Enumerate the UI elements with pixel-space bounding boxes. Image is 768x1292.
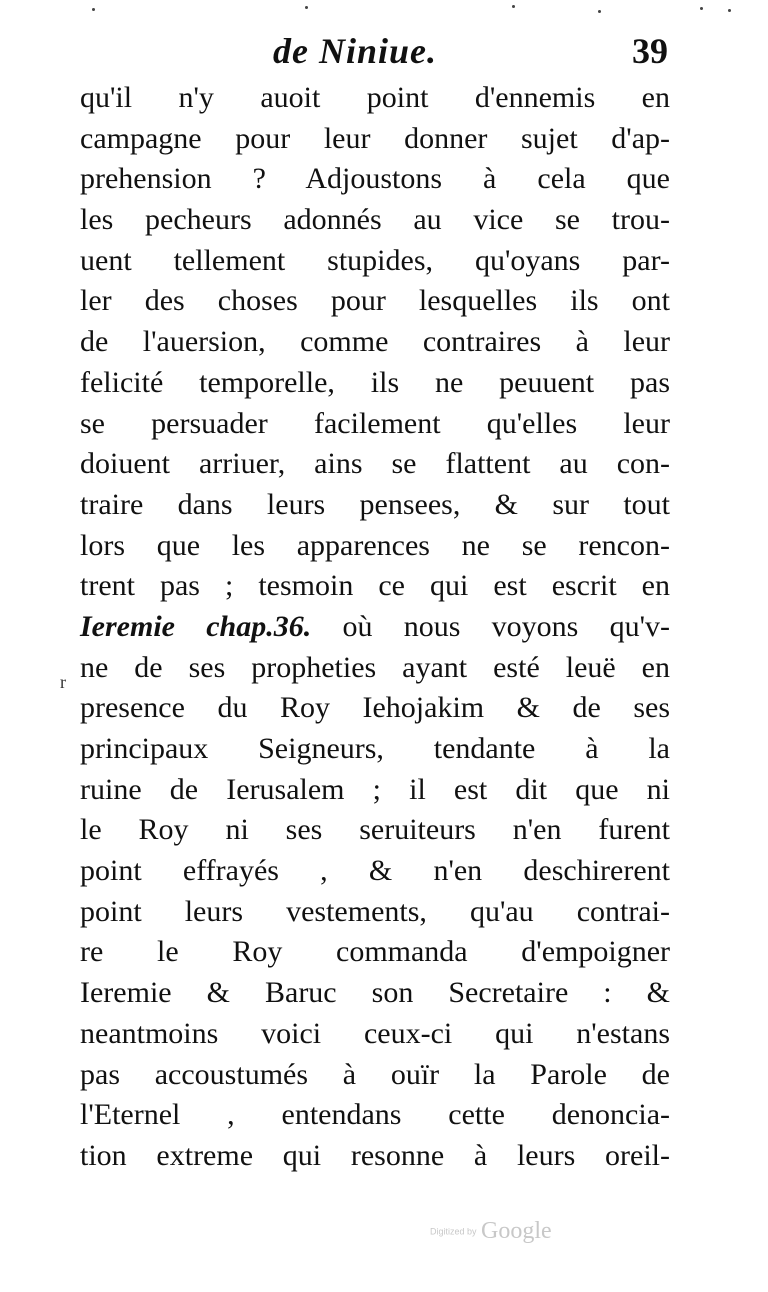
running-head bbox=[78, 30, 678, 74]
digitization-stamp bbox=[430, 1218, 552, 1245]
text-line: se persuader facilement qu'elles leur bbox=[80, 406, 670, 440]
text-line: ruine de Ierusalem ; il est dit que ni bbox=[80, 772, 670, 806]
text-line: point effrayés , & n'en deschirerent bbox=[80, 854, 670, 888]
text-line: neantmoins voici ceux-ci qui n'estans bbox=[80, 1016, 670, 1050]
scan-speck bbox=[728, 9, 731, 12]
text-line: principaux Seigneurs, tendante à la bbox=[80, 732, 670, 765]
text-line: prehension ? Adjoustons à cela que bbox=[80, 162, 670, 196]
scan-speck bbox=[512, 5, 515, 8]
text-line: uent tellement stupides, qu'oyans par- bbox=[80, 243, 670, 277]
text-line: re le Roy commanda d'empoigner bbox=[80, 935, 670, 969]
text-line: les pecheurs adonnés au vice se trou- bbox=[80, 203, 670, 237]
text-line: pas accoustumés à ouïr la Parole de bbox=[80, 1057, 670, 1091]
scan-speck bbox=[305, 6, 308, 9]
text-line: le Roy ni ses seruiteurs n'en furent bbox=[80, 813, 670, 847]
margin-mark: r bbox=[60, 672, 66, 692]
page-number: 39 bbox=[632, 31, 668, 71]
text-line: de l'auersion, comme contraires à leur bbox=[80, 325, 670, 359]
text-line: point leurs vestements, qu'au contrai- bbox=[80, 894, 670, 928]
scan-speck bbox=[92, 8, 95, 11]
text-line: Ieremie & Baruc son Secretaire : & bbox=[80, 976, 670, 1010]
text-line: l'Eternel , entendans cette denoncia- bbox=[80, 1098, 670, 1132]
scan-speck bbox=[700, 7, 703, 10]
running-title: de Niniue. bbox=[273, 31, 438, 71]
text-line: presence du Roy Iehojakim & de ses bbox=[80, 691, 670, 725]
text-line: lors que les apparences ne se rencon- bbox=[80, 528, 670, 562]
scan-speck bbox=[598, 10, 601, 13]
scripture-citation: Ieremie chap.36. bbox=[80, 609, 312, 643]
body-text bbox=[80, 78, 670, 1177]
text-line: ler des choses pour lesquelles ils ont bbox=[80, 284, 670, 318]
text-line: trent pas ; tesmoin ce qui est escrit en bbox=[80, 569, 670, 603]
top-scan-marks bbox=[0, 0, 768, 22]
text-line: qu'il n'y auoit point d'ennemis en bbox=[80, 81, 670, 114]
text-line-rest: où nous voyons qu'v- bbox=[311, 609, 671, 643]
text-line: tion extreme qui resonne à leurs oreil- bbox=[80, 1138, 670, 1172]
digitized-label: Digitized by bbox=[430, 1226, 477, 1237]
text-line: felicité temporelle, ils ne peuuent pas bbox=[80, 365, 670, 399]
text-line: campagne pour leur donner sujet d'ap- bbox=[80, 121, 670, 155]
text-line: doiuent arriuer, ains se flattent au con- bbox=[80, 447, 670, 481]
google-wordmark: Google bbox=[480, 1218, 552, 1244]
text-line-with-citation bbox=[80, 607, 670, 648]
text-line: traire dans leurs pensees, & sur tout bbox=[80, 487, 670, 521]
text-line: ne de ses propheties ayant esté leuë en bbox=[80, 650, 670, 684]
